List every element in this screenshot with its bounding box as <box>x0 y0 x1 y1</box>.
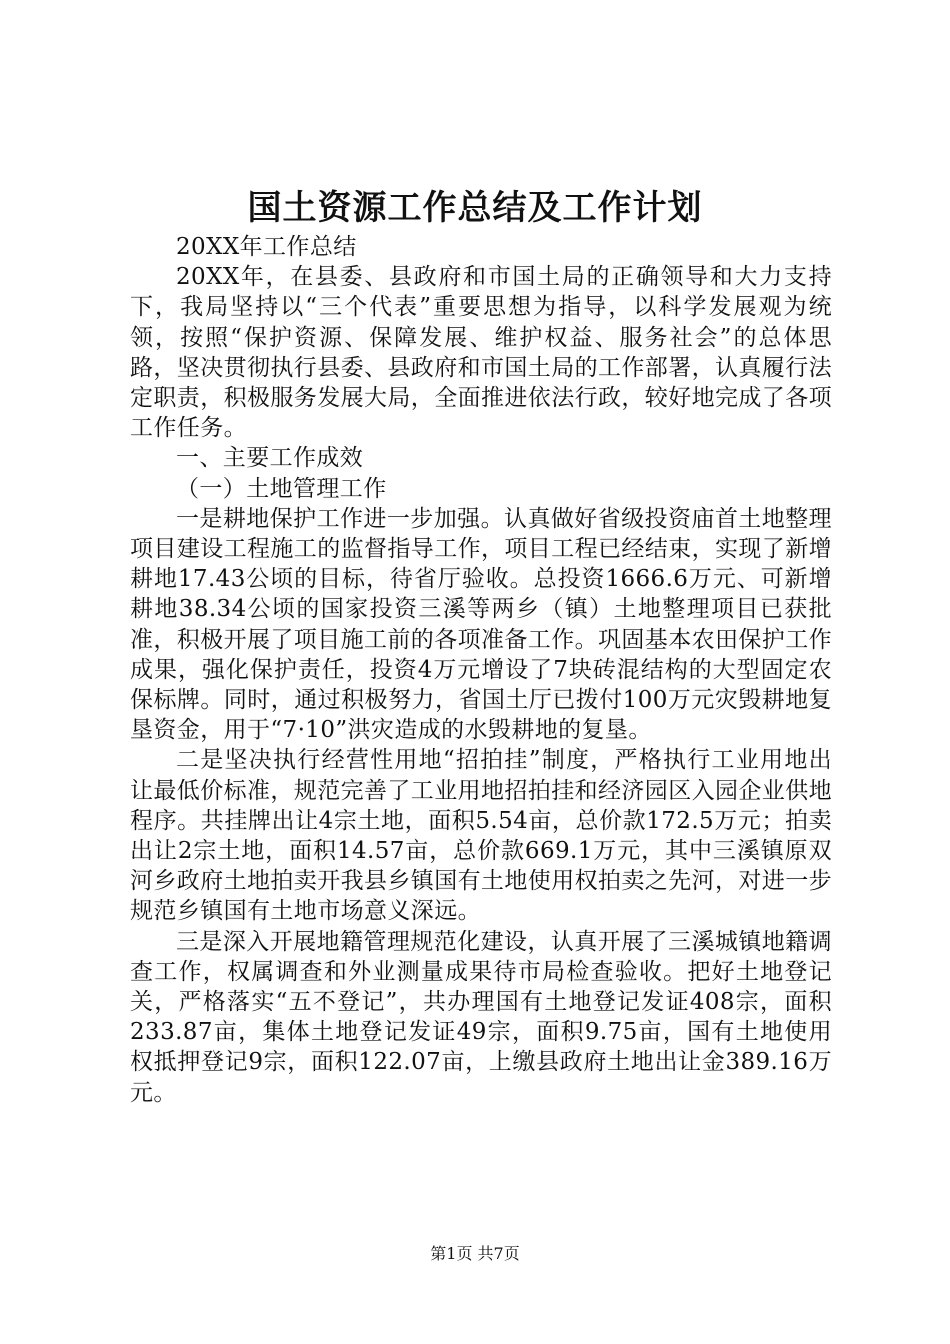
paragraph-farmland-protection: 一是耕地保护工作进一步加强。认真做好省级投资庙首土地整理项目建设工程施工的监督指导工作，项目工程已经结束，实现了新增耕地17.43公顷的目标，待省厅验收。总投资1666.6万元、可新增耕地38.34公顷的国家投资三溪等两乡（镇）土地整理项目已获批准，积极开展了项目施工前的各项准备工作。巩固基本农田保护工作成果，强化保护责任，投资4万元增设了7块砖混结构的大型固定农保标牌。同时，通过积极努力，省国土厅已拨付100万元灾毁耕地复垦资金，用于“7·10”洪灾造成的水毁耕地的复垦。 <box>130 505 832 744</box>
document-body <box>130 232 832 1108</box>
subsection-heading-land-management: （一）土地管理工作 <box>176 475 387 502</box>
document-title: 国土资源工作总结及工作计划 <box>247 188 703 228</box>
paragraph-land-transfer: 二是坚决执行经营性用地“招拍挂”制度，严格执行工业用地出让最低价标准，规范完善了工业用地招拍挂和经济园区入园企业供地程序。共挂牌出让4宗土地，面积5.54亩，总价款172.5万元；拍卖出让2宗土地，面积14.57亩，总价款669.1万元，其中三溪镇原双河乡政府土地拍卖开我县乡镇国有土地使用权拍卖之先河，对进一步规范乡镇国有土地市场意义深远。 <box>130 747 832 925</box>
section-heading-year-summary: 20XX年工作总结 <box>176 234 357 260</box>
section-heading-main-results: 一、主要工作成效 <box>176 445 364 472</box>
page-number-footer: 第1页 共7页 <box>430 1244 520 1263</box>
paragraph-intro: 20XX年，在县委、县政府和市国土局的正确领导和大力支持下，我局坚持以“三个代表”重要思想为指导，以科学发展观为统领，按照“保护资源、保障发展、维护权益、服务社会”的总体思路，坚决贯彻执行县委、县政府和市国土局的工作部署，认真履行法定职责，积极服务发展大局，全面推进依法行政，较好地完成了各项工作任务。 <box>130 264 832 442</box>
paragraph-cadastral-management: 三是深入开展地籍管理规范化建设，认真开展了三溪城镇地籍调查工作，权属调查和外业测量成果待市局检查验收。把好土地登记关，严格落实“五不登记”，共办理国有土地登记发证408宗，面积233.87亩，集体土地登记发证49宗，面积9.75亩，国有土地使用权抵押登记9宗，面积122.07亩，上缴县政府土地出让金389.16万元。 <box>130 928 832 1106</box>
